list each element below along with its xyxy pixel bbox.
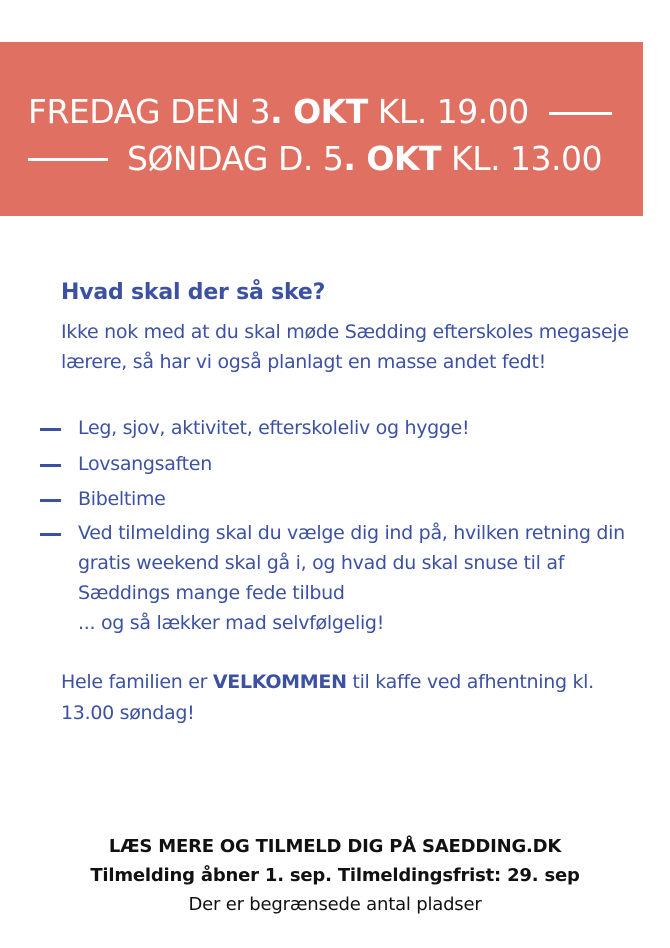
list-item bbox=[40, 518, 640, 638]
welcome-emphasis: VELKOMMEN bbox=[212, 671, 347, 693]
banner-dash-left bbox=[28, 158, 108, 161]
footer-cta: LÆS MERE OG TILMELD DIG PÅ SAEDDING.DK bbox=[108, 836, 562, 857]
sunday-date bbox=[127, 139, 602, 178]
list-item bbox=[40, 484, 640, 514]
sunday-time: KL. 13.00 bbox=[441, 139, 603, 178]
friday-time: KL. 19.00 bbox=[367, 92, 529, 131]
dash-bullet-icon bbox=[40, 428, 61, 431]
list-item-extra: ... og så lækker mad selvfølgelig! bbox=[78, 612, 385, 634]
activity-list bbox=[40, 413, 640, 638]
intro-section bbox=[61, 280, 641, 377]
list-item bbox=[40, 449, 640, 479]
banner-dash-right bbox=[549, 112, 612, 115]
footer-note: Der er begrænsede antal pladser bbox=[188, 894, 482, 915]
friday-date bbox=[28, 92, 529, 131]
sunday-month: . OKT bbox=[343, 139, 442, 178]
footer-dates: Tilmelding åbner 1. sep. Tilmeldingsfrist: 29. sep bbox=[90, 865, 580, 886]
list-item-text: Leg, sjov, aktivitet, efterskoleliv og hygge! bbox=[78, 417, 470, 439]
dash-bullet-icon bbox=[40, 533, 61, 536]
friday-month: . OKT bbox=[270, 92, 368, 131]
intro-text: Ikke nok med at du skal møde Sædding efterskoles megaseje lærere, så har vi også planlagt en masse andet fedt! bbox=[61, 321, 629, 373]
welcome-post: til kaffe ved afhentning kl. 13.00 søndag! bbox=[61, 671, 594, 724]
list-item-text: Ved tilmelding skal du vælge dig ind på, hvilken retning din gratis weekend skal gå i, og hvad du skal snuse til af Sæddings mange fede tilbud bbox=[78, 522, 625, 604]
footer bbox=[0, 832, 670, 919]
list-item bbox=[40, 413, 640, 443]
welcome-pre: Hele familien er bbox=[61, 671, 213, 693]
welcome-text bbox=[61, 667, 631, 729]
dash-bullet-icon bbox=[40, 464, 61, 467]
friday-date-text: FREDAG DEN 3 bbox=[28, 92, 271, 131]
sunday-date-text: SØNDAG D. 5 bbox=[127, 139, 344, 178]
date-banner bbox=[0, 42, 643, 216]
list-item-text: Bibeltime bbox=[78, 488, 166, 510]
list-item-text: Lovsangsaften bbox=[78, 453, 212, 475]
dash-bullet-icon bbox=[40, 499, 61, 502]
section-heading: Hvad skal der så ske? bbox=[61, 280, 326, 305]
